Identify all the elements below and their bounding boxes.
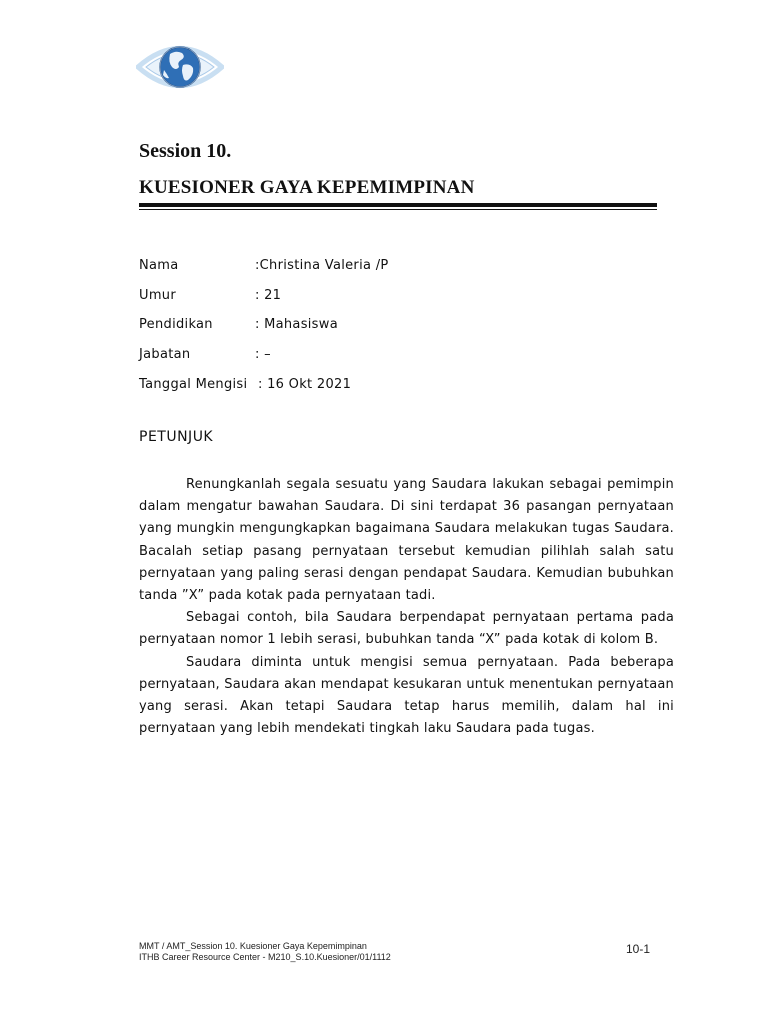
page-number: 10-1 (625, 942, 650, 956)
eye-globe-logo-icon (136, 38, 224, 96)
document-title: KUESIONER GAYA KEPEMIMPINAN (139, 177, 475, 198)
session-number: Session 10. (139, 140, 232, 162)
title-divider-thick (139, 203, 657, 207)
identity-value: : 21 (255, 287, 282, 303)
page-footer (139, 941, 391, 963)
identity-label: Jabatan (139, 347, 191, 363)
title-divider-thin (139, 209, 657, 210)
instructions-paragraph: Saudara diminta untuk mengisi semua pernyataan. Pada beberapa pernyataan, Saudara akan mendapat kesukaran untuk menentukan pernyataan yang serasi. Akan tetapi Saudara tetap harus memilih, dalam hal ini pernyataan yang lebih mendekati tingkah laku Saudara pada tugas. (139, 654, 674, 737)
identity-label: Nama (139, 258, 179, 273)
instructions-paragraph: Renungkanlah segala sesuatu yang Saudara lakukan sebagai pemimpin dalam mengatur bawahan Saudara. Di sini terdapat 36 pasangan pernyataan yang mungkin mengungkapkan bagaimana Saudara melakukan tugas Saudara. Bacalah setiap pasang pernyataan tersebut kemudian pilihlah salah satu pernyataan yang paling serasi dengan pendapat Saudara. Kemudian bubuhkan tanda ”X” pada kotak pada pernyataan tadi. (139, 477, 674, 604)
identity-value: : 16 Okt 2021 (258, 376, 352, 392)
identity-label: Tanggal Mengisi (139, 376, 248, 392)
instructions-body (139, 474, 674, 740)
instructions-heading: PETUNJUK (139, 429, 214, 445)
identity-value: :Christina Valeria /P (255, 258, 389, 273)
footer-line: ITHB Career Resource Center - M210_S.10.Kuesioner/01/1112 (139, 952, 391, 962)
footer-line: MMT / AMT_Session 10. Kuesioner Gaya Kepemimpinan (139, 941, 367, 951)
instructions-paragraph: Sebagai contoh, bila Saudara berpendapat pernyataan pertama pada pernyataan nomor 1 lebih serasi, bubuhkan tanda “X” pada kotak di kolom B. (139, 610, 674, 648)
identity-label: Pendidikan (139, 317, 213, 333)
identity-value: : Mahasiswa (255, 317, 338, 333)
identity-label: Umur (139, 287, 176, 303)
identity-value: : – (255, 347, 271, 363)
